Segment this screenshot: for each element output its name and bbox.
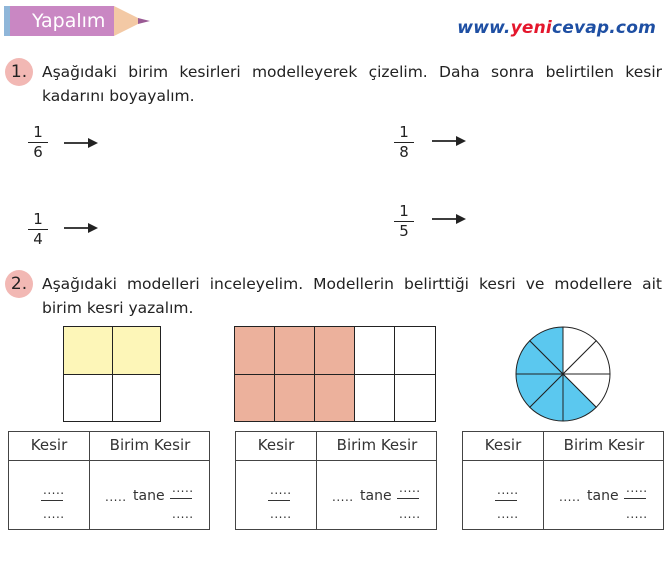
grid-cell: [394, 326, 436, 375]
model-rectangle-grid: [234, 326, 436, 422]
question-2-text: Aşağıdaki modelleri inceleyelim. Modellerin belirttiği kesri ve modellere ait birim kesri yazalım.: [42, 275, 662, 317]
grid-cell-shaded: [234, 374, 275, 422]
blank-denominator[interactable]: .....: [270, 507, 292, 521]
blank-unit-numerator[interactable]: .....: [172, 481, 194, 495]
site-watermark[interactable]: [457, 18, 656, 38]
blank-numerator[interactable]: .....: [270, 483, 292, 497]
tane-label: tane: [587, 488, 619, 504]
answer-table-2: [235, 431, 437, 530]
tane-label: tane: [133, 488, 165, 504]
question-2-number: 2.: [5, 270, 33, 298]
blank-count[interactable]: .....: [105, 490, 127, 504]
fraction-one-fifth: 1 5: [394, 203, 414, 240]
fraction-one-eighth: 1 8: [394, 124, 414, 161]
section-label: Yapalım: [32, 10, 106, 32]
fraction-one-quarter: 1 4: [28, 211, 48, 248]
site-prefix: www.: [457, 18, 511, 38]
site-suffix: cevap.com: [551, 18, 656, 38]
grid-cell: [112, 374, 161, 422]
grid-cell-shaded: [234, 326, 275, 375]
grid-cell: [354, 326, 395, 375]
grid-cell-shaded: [112, 326, 161, 375]
table-header-birim-kesir: Birim Kesir: [109, 436, 191, 454]
arrow-right-icon: [64, 223, 98, 233]
table-header-kesir: Kesir: [484, 436, 522, 454]
grid-cell-shaded: [63, 326, 113, 375]
arrow-right-icon: [64, 138, 98, 148]
blank-numerator[interactable]: .....: [497, 483, 519, 497]
grid-cell-shaded: [314, 326, 355, 375]
blank-numerator[interactable]: .....: [43, 483, 65, 497]
fraction-one-sixth: 1 6: [28, 124, 48, 161]
blank-count[interactable]: .....: [559, 490, 581, 504]
site-accent: yeni: [510, 18, 552, 38]
blank-denominator[interactable]: .....: [43, 507, 65, 521]
blank-unit-denominator[interactable]: .....: [172, 507, 194, 521]
grid-cell: [63, 374, 113, 422]
question-1-text: Aşağıdaki birim kesirleri modelleyerek çizelim. Daha sonra belirtilen kesir kadarını boyayalım.: [42, 63, 662, 105]
blank-unit-numerator[interactable]: .....: [399, 481, 421, 495]
blank-unit-numerator[interactable]: .....: [626, 481, 648, 495]
answer-table-1: [8, 431, 210, 530]
table-header-birim-kesir: Birim Kesir: [563, 436, 645, 454]
arrow-right-icon: [432, 136, 466, 146]
table-header-kesir: Kesir: [257, 436, 295, 454]
grid-cell: [354, 374, 395, 422]
table-header-kesir: Kesir: [30, 436, 68, 454]
model-circle-pie: [514, 325, 612, 423]
blank-unit-denominator[interactable]: .....: [626, 507, 648, 521]
model-square-grid: [63, 326, 161, 422]
grid-cell: [394, 374, 436, 422]
grid-cell-shaded: [274, 326, 315, 375]
blank-count[interactable]: .....: [332, 490, 354, 504]
tane-label: tane: [360, 488, 392, 504]
blank-unit-denominator[interactable]: .....: [399, 507, 421, 521]
table-header-birim-kesir: Birim Kesir: [336, 436, 418, 454]
question-1-number: 1.: [5, 58, 33, 86]
blank-denominator[interactable]: .....: [497, 507, 519, 521]
arrow-right-icon: [432, 214, 466, 224]
grid-cell-shaded: [314, 374, 355, 422]
grid-cell-shaded: [274, 374, 315, 422]
answer-table-3: [462, 431, 664, 530]
